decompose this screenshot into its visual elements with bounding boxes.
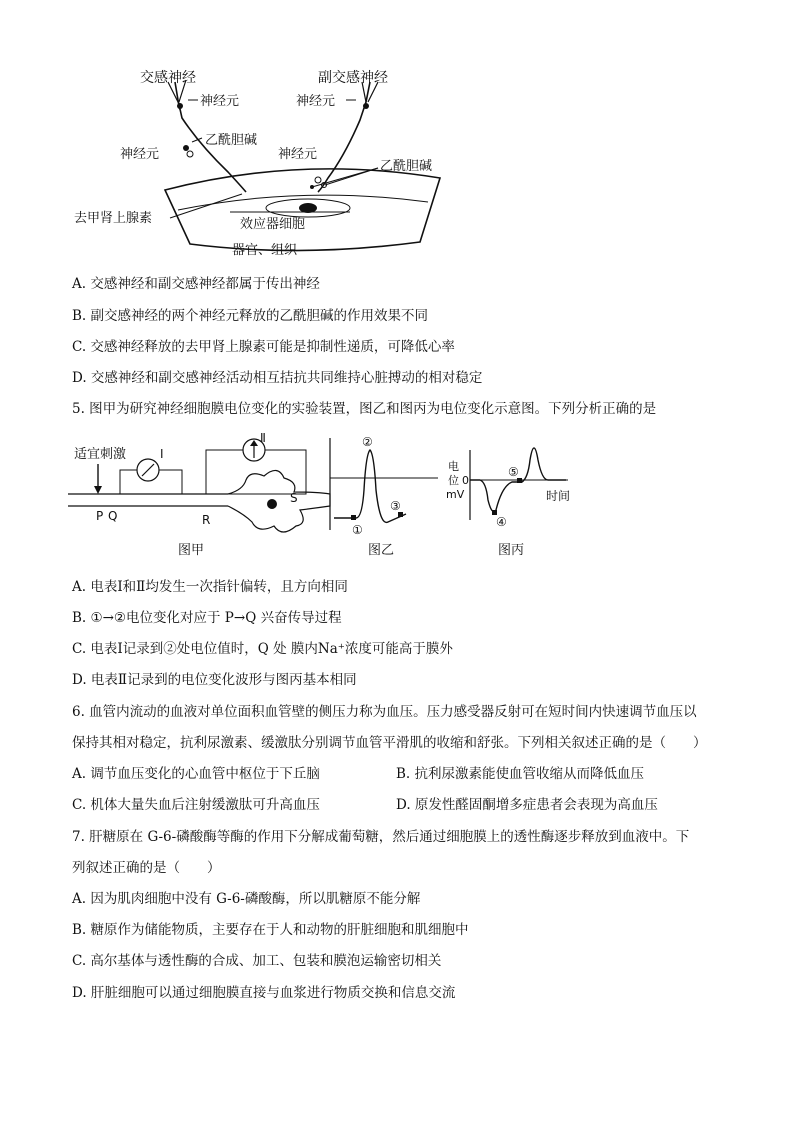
q5-option-b: B. ①→②电位变化对应于 P→Q 兴奋传导过程 [72,610,342,626]
label-point-4: ④ [496,515,507,529]
q4-option-c: C. 交感神经释放的去甲肾上腺素可能是抑制性递质，可降低心率 [72,339,455,355]
label-q: Q [108,509,118,523]
q6-option-d: D. 原发性醛固酮增多症患者会表现为高血压 [396,797,658,813]
label-neuron-3: 神经元 [120,147,160,162]
label-point-3: ③ [390,499,401,513]
q5-option-d: D. 电表Ⅱ记录到的电位变化波形与图丙基本相同 [72,672,357,688]
q5-option-a: A. 电表Ⅰ和Ⅱ均发生一次指针偏转，且方向相同 [72,579,348,595]
label-stimulus: 适宜刺激 [74,447,127,462]
label-point-2: ② [362,435,373,449]
label-sympathetic: 交感神经 [140,70,196,86]
membrane-potential-figure [68,430,588,560]
label-s: S [290,491,298,505]
q7-stem-line-1: 7. 肝糖原在 G-6-磷酸酶等酶的作用下分解成葡萄糖，然后通过细胞膜上的透性酶逐步释放到血液中。下 [72,829,690,845]
label-neuron-1: 神经元 [200,94,240,109]
q6-option-b: B. 抗利尿激素能使血管收缩从而降低血压 [396,766,645,782]
label-neuron-2: 神经元 [296,94,336,109]
q5-stem: 5. 图甲为研究神经细胞膜电位变化的实验装置，图乙和图丙为电位变化示意图。下列分析正确的是 [72,401,657,417]
q4-option-a: A. 交感神经和副交感神经都属于传出神经 [72,276,320,292]
label-time: 时间 [546,489,571,503]
q7-option-d: D. 肝脏细胞可以通过细胞膜直接与血浆进行物质交换和信息交流 [72,985,456,1001]
label-ach-1: 乙酰胆碱 [205,133,258,148]
label-p: P [96,509,104,523]
caption-bing: 图丙 [498,543,525,558]
label-meter-2: Ⅱ [260,431,266,445]
label-organ: 器官、组织 [232,243,298,258]
label-effector: 效应器细胞 [240,217,306,232]
label-parasympathetic: 副交感神经 [318,70,388,86]
q7-option-a: A. 因为肌肉细胞中没有 G-6-磷酸酶，所以肌糖原不能分解 [72,891,421,907]
q7-stem-line-2: 列叙述正确的是（ ） [72,860,221,876]
label-norepinephrine: 去甲肾上腺素 [74,211,153,226]
autonomic-nerve-diagram [60,60,480,270]
q6-stem-line-1: 6. 血管内流动的血液对单位面积血管壁的侧压力称为血压。压力感受器反射可在短时间内快速调节血压以 [72,704,697,720]
caption-yi: 图乙 [368,543,395,558]
q6-option-c: C. 机体大量失血后注射缓激肽可升高血压 [72,797,320,813]
neuron-body [228,470,330,532]
label-y-2: 位 [448,474,459,487]
q7-option-b: B. 糖原作为储能物质，主要存在于人和动物的肝脏细胞和肌细胞中 [72,922,469,938]
label-neuron-4: 神经元 [278,147,318,162]
caption-jia: 图甲 [178,543,205,558]
label-ach-2: 乙酰胆碱 [380,159,433,174]
label-meter-1: Ⅰ [160,447,164,461]
q5-option-c: C. 电表Ⅰ记录到②处电位值时，Q 处 膜内Na⁺浓度可能高于膜外 [72,641,453,657]
label-y-1: 电 [448,460,459,473]
label-r: R [202,513,211,527]
q4-option-b: B. 副交感神经的两个神经元释放的乙酰胆碱的作用效果不同 [72,308,429,324]
label-point-5: ⑤ [508,465,519,479]
label-point-1: ① [352,523,363,537]
q4-option-d: D. 交感神经和副交感神经活动相互拮抗共同维持心脏搏动的相对稳定 [72,370,483,386]
label-zero: 0 [462,474,469,487]
label-y-3: mV [446,488,465,501]
q7-option-c: C. 高尔基体与透性酶的合成、加工、包装和膜泡运输密切相关 [72,953,442,969]
q6-stem-line-2: 保持其相对稳定，抗利尿激素、缓激肽分别调节血管平滑肌的收缩和舒张。下列相关叙述正确的是（ ） [72,735,707,751]
q6-option-a: A. 调节血压变化的心血管中枢位于下丘脑 [72,766,320,782]
